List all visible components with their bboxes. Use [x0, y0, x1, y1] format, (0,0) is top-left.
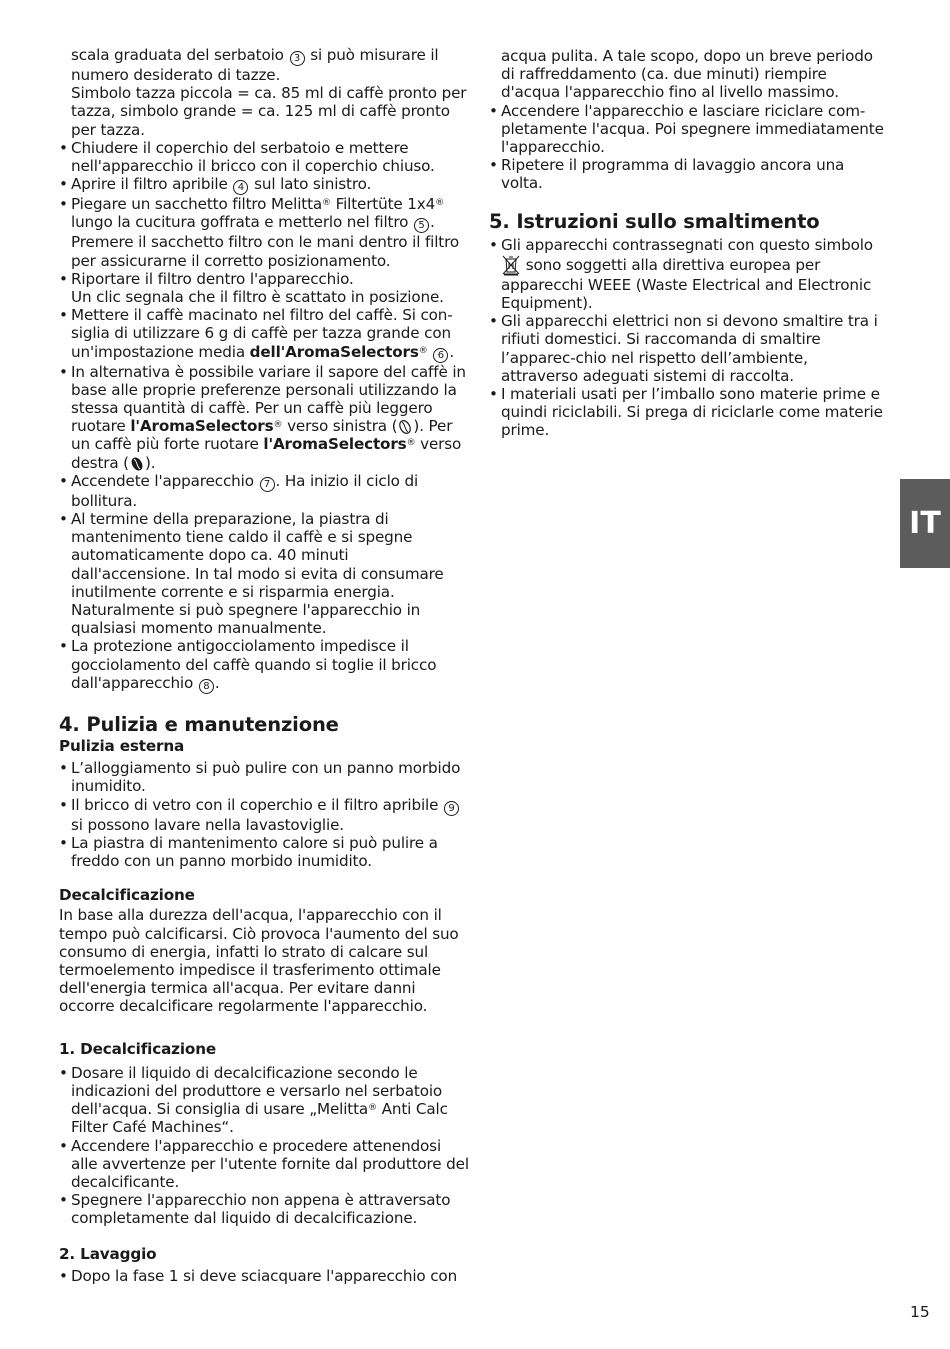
- item-text: .: [449, 342, 455, 361]
- section-heading: 5. Istruzioni sullo smaltimento: [489, 209, 820, 233]
- list-item: [59, 195, 471, 270]
- list-item: [59, 139, 471, 175]
- item-text: La protezione antigocciolamento impedisce il gocciolamento del caffè quando si toglie il bricco dall'apparecchio: [71, 637, 437, 692]
- item-text: Accendere l'apparecchio e lasciare riciclare com-pletamente l'acqua. Poi spegnere immediatamente l'apparecchio.: [501, 101, 884, 157]
- intro-text: numero desiderato di tazze.: [71, 66, 281, 84]
- list-item: [59, 363, 471, 472]
- descaling-paragraph: In base alla durezza dell'acqua, l'apparecchio con il tempo può calcificarsi. Ciò provoca l'aumento del suo consumo di energia, infatti lo strato di calcare sul termoelemento impedisce il trasferimento ottimale dell'energia termica all'acqua. Per evitare danni occorre decalcificare regolarmente l'apparecchio.: [59, 906, 459, 1016]
- intro-text: tazza, simbolo grande = ca. 125 ml di caffè pronto: [71, 102, 450, 121]
- list-item: [59, 306, 471, 362]
- ref-number: 6: [433, 348, 448, 363]
- item-text: I materiali usati per l’imballo sono materie prime e quindi riciclabili. Si prega di riciclarle come materie prime.: [501, 385, 883, 440]
- list-item: [59, 472, 471, 510]
- item-text: Anti Calc Filter Café Machines“.: [71, 1100, 448, 1137]
- descaling-list: [59, 1064, 471, 1228]
- ref-number: 5: [414, 218, 429, 233]
- item-text: Aprire il filtro apribile: [71, 175, 228, 194]
- subheading: Decalcificazione: [59, 886, 195, 905]
- brand-name: l'AromaSelectors: [263, 435, 407, 454]
- list-item: [59, 834, 471, 870]
- item-text: Piegare un sacchetto filtro Melitta: [71, 195, 323, 214]
- list-item: [59, 1064, 471, 1137]
- item-text: Filtertüte 1x4: [335, 195, 436, 214]
- item-text: Riportare il filtro dentro l'apparecchio.: [71, 269, 354, 288]
- intro-text: si può misurare il: [310, 46, 439, 64]
- ref-number: 3: [290, 51, 305, 66]
- registered-mark: ®: [322, 198, 331, 209]
- item-text: . Ha inizio il ciclo di bollitura.: [71, 471, 419, 510]
- item-text: Gli apparecchi contrassegnati con questo simbolo: [501, 235, 873, 254]
- item-text: verso sinistra (: [287, 417, 398, 436]
- item-text: Accendere l'apparecchio e procedere attenendosi alle avvertenze per l'utente fornite dal produttore del decalcificante.: [71, 1136, 469, 1191]
- rinse-continuation: acqua pulita. A tale scopo, dopo un breve periodo di raffreddamento (ca. due minuti) riempire d'acqua l'apparecchio fino al livello massimo.: [501, 47, 873, 102]
- item-text: Mettere il caffè macinato nel filtro del caffè. Si con-siglia di utilizzare 6 g di caffè per tazza grande con un'impostazione media: [71, 306, 453, 361]
- list-item: [59, 175, 471, 195]
- intro-text: Simbolo tazza piccola = ca. 85 ml di caffè pronto per: [71, 84, 467, 103]
- rinse-list-continued: [489, 102, 889, 193]
- left-column: [59, 46, 471, 1285]
- item-text: La piastra di mantenimento calore si può pulire a freddo con un panno morbido inumidito.: [71, 833, 438, 870]
- intro-paragraph: [59, 46, 471, 139]
- item-text: verso destra (: [71, 435, 462, 472]
- list-item: [59, 510, 471, 637]
- ref-number: 8: [199, 679, 214, 694]
- section-heading: 4. Pulizia e manutenzione: [59, 712, 339, 736]
- registered-mark: ®: [273, 420, 283, 431]
- weee-bin-icon: [501, 254, 521, 276]
- item-text: Dosare il liquido di decalcificazione secondo le indicazioni del produttore e versarlo nel serbatoio dell'acqua. Si consiglia di usare „Melitta: [71, 1063, 443, 1119]
- registered-mark: ®: [418, 345, 428, 356]
- subheading: 1. Decalcificazione: [59, 1039, 217, 1058]
- item-text: Dopo la fase 1 si deve sciacquare l'apparecchio con: [71, 1266, 458, 1285]
- registered-mark: ®: [368, 1103, 377, 1114]
- item-text: . Premere il sacchetto filtro con le mani dentro il filtro per assicurarne il corretto posizionamento.: [71, 213, 459, 270]
- rinse-list: [59, 1267, 471, 1285]
- list-item: [59, 1137, 471, 1192]
- item-text: sono soggetti alla direttiva europea per apparecchi WEEE (Waste Electrical and Electronic Equipment).: [501, 255, 872, 313]
- item-text: Spegnere l'apparecchio non appena è attraversato completamente dal liquido di decalcificazione.: [71, 1191, 451, 1228]
- list-item: [489, 102, 889, 157]
- list-item: [489, 156, 889, 192]
- item-text: In alternativa è possibile variare il sapore del caffè in base alle proprie preferenze personali utilizzando la stessa quantità di caffè. Per un caffè più leggero ruotare: [71, 362, 466, 436]
- item-text: Ripetere il programma di lavaggio ancora una volta.: [501, 156, 845, 193]
- language-tab: IT: [900, 479, 950, 568]
- list-item: [59, 1267, 471, 1285]
- ref-number: 9: [444, 801, 459, 816]
- aroma-strong-icon: [129, 456, 145, 472]
- item-text: .: [214, 673, 220, 692]
- brand-name: dell'AromaSelectors: [249, 342, 419, 361]
- item-text: L’alloggiamento si può pulire con un panno morbido inumidito.: [71, 759, 461, 796]
- instruction-list: [59, 139, 471, 694]
- list-item: [59, 1191, 471, 1227]
- ref-number: 7: [260, 477, 275, 492]
- item-text: sul lato sinistro.: [254, 175, 372, 194]
- list-item: [489, 312, 889, 385]
- cleaning-list: [59, 759, 471, 870]
- brand-name: l'AromaSelectors: [130, 417, 274, 436]
- item-text: lungo la cucitura goffrata e metterlo nel filtro: [71, 213, 409, 232]
- ref-number: 4: [233, 180, 248, 195]
- disposal-list: [489, 236, 889, 440]
- subheading: 2. Lavaggio: [59, 1244, 157, 1263]
- list-item: [59, 796, 471, 834]
- aroma-mild-icon: [397, 419, 413, 435]
- list-item: [59, 270, 471, 306]
- right-column: [489, 47, 889, 440]
- item-text: ). Per un caffè più forte ruotare: [71, 417, 453, 454]
- registered-mark: ®: [406, 438, 416, 449]
- intro-text: per tazza.: [71, 120, 145, 139]
- list-item: [59, 637, 471, 693]
- item-text: Gli apparecchi elettrici non si devono smaltire tra i rifiuti domestici. Si raccomanda di smaltire l’apparec-chio nel rispetto dell’ambiente, attraverso adeguati sistemi di raccolta.: [501, 312, 878, 385]
- item-text: Un clic segnala che il filtro è scattato in posizione.: [71, 288, 444, 307]
- item-text: Accendete l'apparecchio: [71, 471, 254, 490]
- item-text: Chiudere il coperchio del serbatoio e mettere nell'apparecchio il bricco con il coperchio chiuso.: [71, 138, 435, 176]
- list-item: [489, 236, 889, 313]
- item-text: ).: [144, 453, 156, 472]
- registered-mark: ®: [435, 198, 444, 209]
- list-item: [59, 759, 471, 795]
- item-text: Al termine della preparazione, la piastra di mantenimento tiene caldo il caffè e si spegne automaticamente dopo ca. 40 minuti dall'accensione. In tal modo si evita di consumare inutilmente corrente e si risparmia energia. Naturalmente si può spegnere l'apparecchio in qualsiasi momento manualmente.: [71, 510, 444, 638]
- subheading: Pulizia esterna: [59, 736, 185, 755]
- intro-text: scala graduata del serbatoio: [71, 46, 284, 64]
- page-number: 15: [910, 1303, 930, 1321]
- item-text: Il bricco di vetro con il coperchio e il filtro apribile: [71, 795, 439, 814]
- item-text: si possono lavare nella lavastoviglie.: [71, 815, 344, 834]
- list-item: [489, 385, 889, 440]
